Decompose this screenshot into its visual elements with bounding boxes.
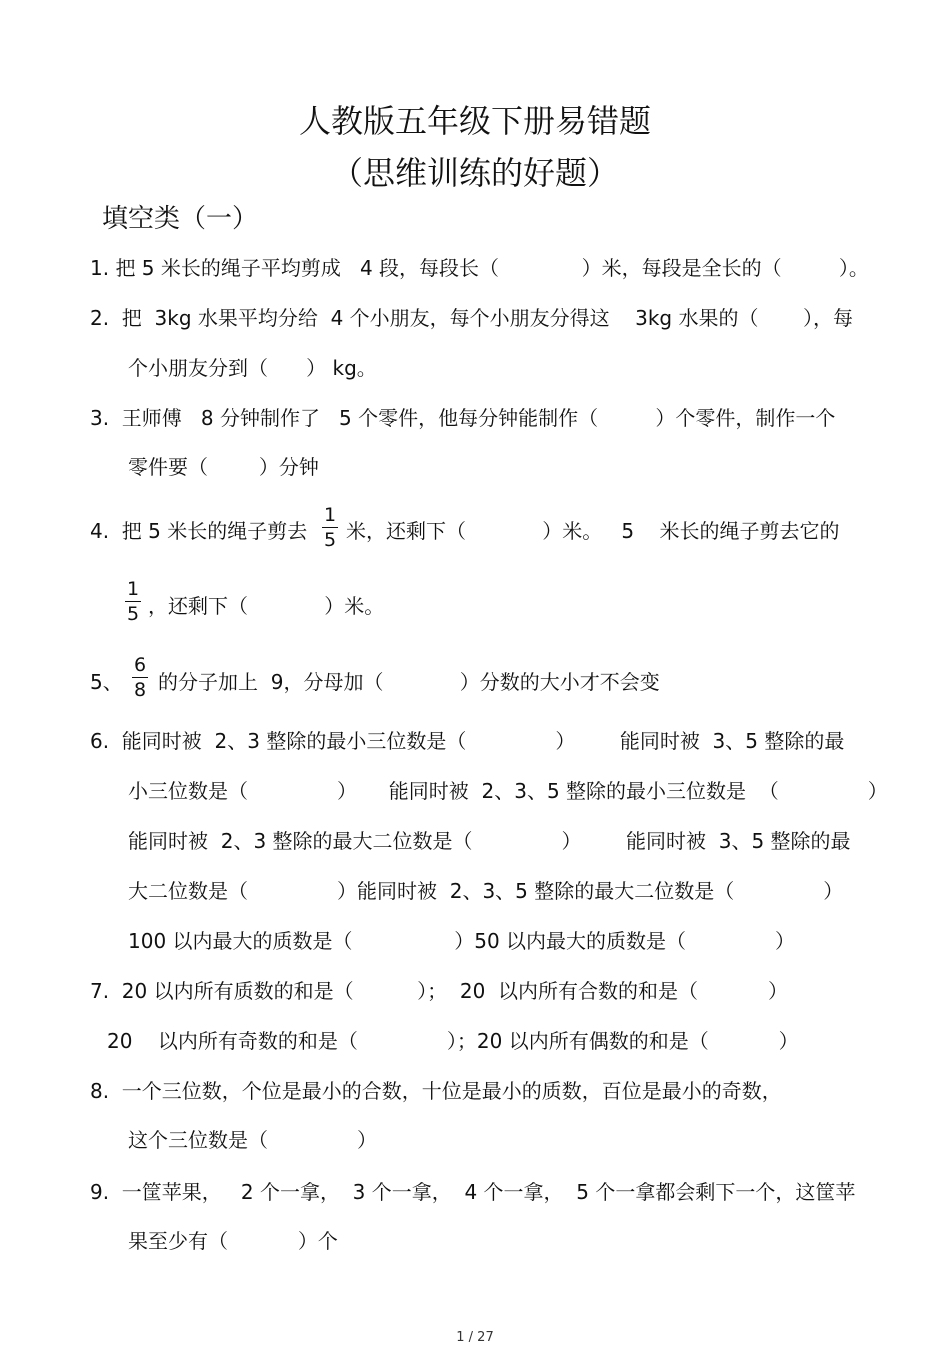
question-6-line-4: 大二位数是（ ）能同时被 2、3、5 整除的最大二位数是（ ） <box>128 879 844 903</box>
fraction-one-fifth <box>320 504 340 551</box>
question-7-line-1: 7. 20 以内所有质数的和是（ ）； 20 以内所有合数的和是（ ） <box>90 979 788 1003</box>
question-5-text: 的分子加上 9，分母加（ ）分数的大小才不会变 <box>158 670 660 694</box>
question-2-line-1: 2. 把 3kg 水果平均分给 4 个小朋友，每个小朋友分得这 3kg 水果的（ ），每 <box>90 306 853 330</box>
question-6-line-5: 100 以内最大的质数是（ ）50 以内最大的质数是（ ） <box>128 929 796 953</box>
question-6-line-3: 能同时被 2、3 整除的最大二位数是（ ） 能同时被 3、5 整除的最 <box>128 829 851 853</box>
fraction-one-fifth-2 <box>123 578 143 625</box>
question-6-line-1: 6. 能同时被 2、3 整除的最小三位数是（ ） 能同时被 3、5 整除的最 <box>90 729 845 753</box>
question-4-line-1-start: 4. 把 5 米长的绳子剪去 <box>90 519 308 543</box>
question-4-line-2: ，还剩下（ ）米。 <box>148 594 385 618</box>
question-9-line-1: 9. 一筐苹果， 2 个一拿， 3 个一拿， 4 个一拿， 5 个一拿都会剩下一个，这筐苹 <box>90 1180 856 1204</box>
fraction-numerator: 1 <box>126 578 140 600</box>
fraction-denominator: 8 <box>133 679 147 701</box>
fraction-numerator: 1 <box>323 504 337 526</box>
question-5-number: 5、 <box>90 670 123 694</box>
fraction-numerator: 6 <box>133 654 147 676</box>
question-3-line-2: 零件要（ ）分钟 <box>128 455 319 479</box>
question-6-line-2: 小三位数是（ ） 能同时被 2、3、5 整除的最小三位数是 （ ） <box>128 779 888 803</box>
section-heading: 填空类（一） <box>102 204 259 234</box>
question-8-line-2: 这个三位数是（ ） <box>128 1128 378 1152</box>
page-title: 人教版五年级下册易错题 <box>298 102 651 140</box>
fraction-six-eighths <box>130 654 150 701</box>
question-9-line-2: 果至少有（ ）个 <box>128 1229 338 1253</box>
page-subtitle: （思维训练的好题） <box>330 154 619 192</box>
fraction-denominator: 5 <box>323 529 337 551</box>
fraction-denominator: 5 <box>126 603 140 625</box>
question-7-line-2: 20 以内所有奇数的和是（ ）；20 以内所有偶数的和是（ ） <box>107 1029 799 1053</box>
page-number: 1 / 27 <box>456 1330 494 1345</box>
question-8-line-1: 8. 一个三位数，个位是最小的合数，十位是最小的质数，百位是最小的奇数， <box>90 1079 782 1103</box>
question-2-line-2: 个小朋友分到（ ） kg。 <box>128 356 377 380</box>
question-4-line-1-end: 米，还剩下（ ）米。 5 米长的绳子剪去它的 <box>346 519 840 543</box>
question-1: 1. 把 5 米长的绳子平均剪成 4 段，每段长（ ）米，每段是全长的（ ）。 <box>90 256 869 280</box>
question-3-line-1: 3. 王师傅 8 分钟制作了 5 个零件，他每分钟能制作（ ）个零件，制作一个 <box>90 406 836 430</box>
